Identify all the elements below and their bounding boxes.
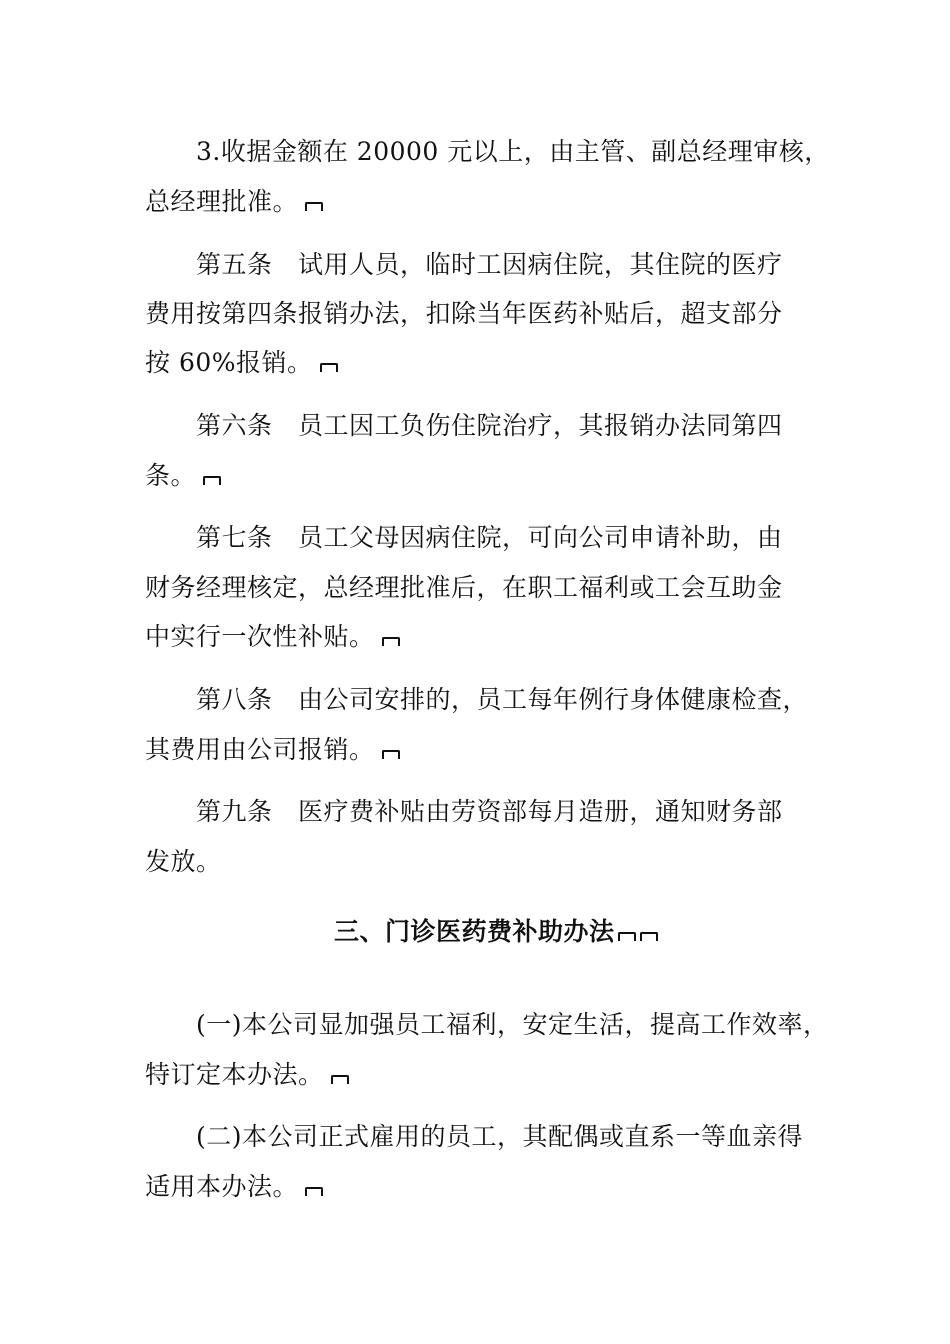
paragraph-mark-icon: [639, 932, 659, 942]
paragraph-mark-icon: [381, 750, 401, 760]
paragraph-line: [196, 249, 783, 281]
paragraph-mark-icon: [319, 363, 339, 373]
text-run: 第九条 医疗费补贴由劳资部每月造册，通知财务部: [196, 797, 783, 826]
paragraph-mark-icon: [202, 476, 222, 486]
text-run: 第七条 员工父母因病住院，可向公司申请补助，由: [196, 523, 783, 552]
paragraph-line: [196, 796, 783, 828]
paragraph-line: [145, 460, 222, 492]
text-run: 条。: [145, 461, 197, 490]
paragraph-line: [196, 136, 830, 168]
paragraph-mark-icon: [381, 637, 401, 647]
paragraph-line: [196, 410, 783, 442]
paragraph-line: [145, 1059, 350, 1091]
text-run: 第五条 试用人员，临时工因病住院，其住院的医疗: [196, 250, 783, 279]
paragraph-mark-icon: [617, 932, 637, 942]
paragraph-line: [196, 1121, 803, 1153]
text-run: 总经理批准。: [145, 187, 299, 216]
text-run: 发放。: [145, 847, 222, 876]
paragraph-line: [145, 347, 339, 379]
section-heading: [334, 916, 659, 948]
text-run: 3.收据金额在 20000 元以上，由主管、副总经理审核，: [196, 137, 830, 166]
text-run: 特订定本办法。: [145, 1060, 324, 1089]
paragraph-mark-icon: [304, 202, 324, 212]
paragraph-line: [145, 846, 222, 878]
paragraph-line: [196, 1009, 829, 1041]
text-run: 按 60%报销。: [145, 348, 313, 377]
text-run: 第六条 员工因工负伤住院治疗，其报销办法同第四: [196, 411, 783, 440]
heading-text: 三、门诊医药费补助办法: [334, 917, 615, 946]
paragraph-line: [145, 1171, 324, 1203]
text-run: 适用本办法。: [145, 1172, 299, 1201]
paragraph-line: [196, 684, 808, 716]
paragraph-line: [145, 298, 783, 330]
paragraph-line: [145, 186, 324, 218]
paragraph-line: [145, 734, 401, 766]
text-run: (二)本公司正式雇用的员工，其配偶或直系一等血亲得: [196, 1122, 804, 1151]
text-run: (一)本公司显加强员工福利，安定生活，提高工作效率，: [196, 1010, 829, 1039]
text-run: 第八条 由公司安排的，员工每年例行身体健康检查，: [196, 685, 809, 714]
paragraph-line: [145, 572, 783, 604]
paragraph-line: [196, 522, 783, 554]
text-run: 财务经理核定，总经理批准后，在职工福利或工会互助金: [145, 573, 783, 602]
paragraph-line: [145, 621, 401, 653]
text-run: 其费用由公司报销。: [145, 735, 375, 764]
paragraph-mark-icon: [304, 1187, 324, 1197]
paragraph-mark-icon: [330, 1075, 350, 1085]
text-run: 费用按第四条报销办法，扣除当年医药补贴后，超支部分: [145, 299, 783, 328]
text-run: 中实行一次性补贴。: [145, 622, 375, 651]
